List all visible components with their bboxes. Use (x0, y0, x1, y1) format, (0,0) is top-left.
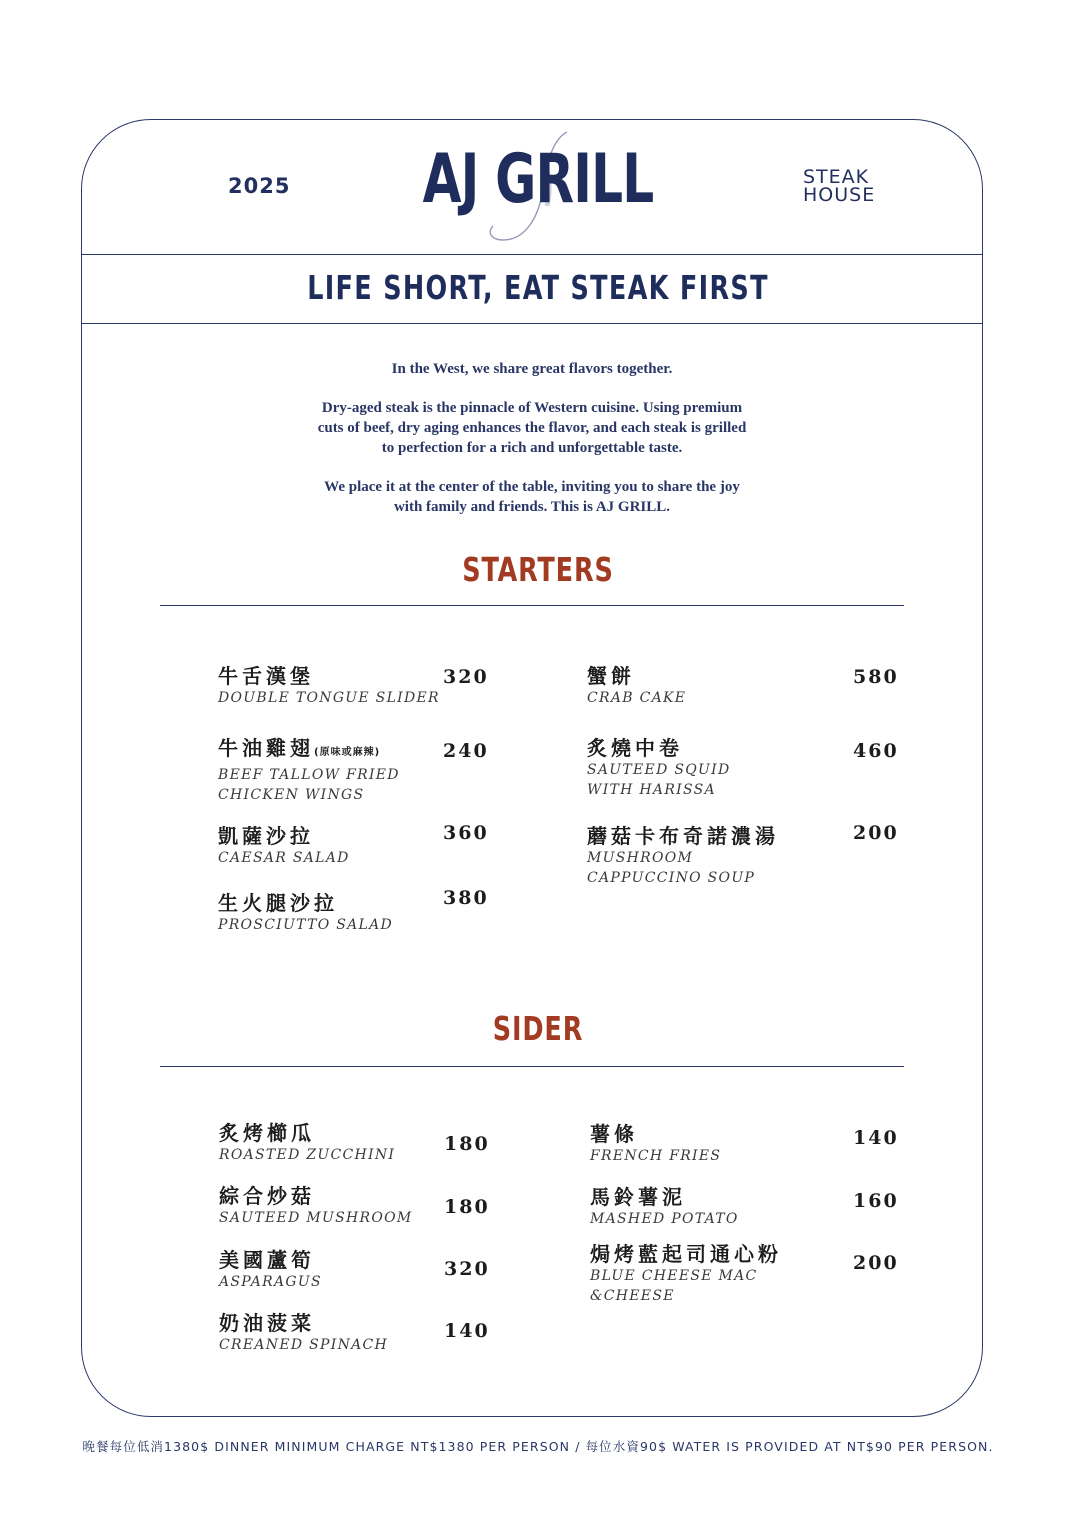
sider-title: SIDER (492, 1009, 584, 1048)
item-name-en: BLUE CHEESE MAC (590, 1268, 758, 1284)
steakhouse-logo (803, 166, 876, 206)
intro-paragraph-3 (300, 477, 764, 517)
item-name-en: ROASTED ZUCCHINI (219, 1147, 396, 1163)
item-name-en: WITH HARISSA (587, 782, 716, 798)
intro-paragraph-2 (300, 398, 764, 458)
item-name-zh: 薯條 (590, 1122, 638, 1146)
item-price: 320 (443, 666, 489, 688)
item-price: 460 (853, 740, 899, 762)
menu-item (590, 1185, 890, 1229)
item-name-en: &CHEESE (590, 1288, 675, 1304)
intro-line: Dry-aged steak is the pinnacle of Western cuisine. Using premium (321, 400, 743, 416)
intro-paragraph-1 (300, 359, 764, 379)
item-price: 180 (444, 1133, 490, 1155)
intro-line: with family and friends. This is AJ GRILL. (393, 499, 671, 515)
item-name-zh: 蟹餅 (587, 664, 635, 688)
item-price: 580 (853, 666, 899, 688)
footer-note: 晚餐每位低消1380$ DINNER MINIMUM CHARGE NT$1380 PER PERSON / 每位水資90$ WATER IS PROVIDED AT NT$90 PER PERSON. (82, 1439, 994, 1454)
menu-item (587, 736, 887, 800)
item-name-en: CAESAR SALAD (218, 850, 350, 866)
tagline-divider (81, 323, 983, 324)
item-name-en: FRENCH FRIES (590, 1148, 722, 1164)
item-price: 240 (443, 740, 489, 762)
intro-line: to perfection for a rich and unforgettable taste. (381, 440, 683, 456)
menu-year: 2025 (228, 174, 291, 198)
header-divider (81, 254, 983, 255)
item-name-en: DOUBLE TONGUE SLIDER (218, 690, 440, 706)
item-price: 140 (444, 1320, 490, 1342)
item-name-en: PROSCIUTTO SALAD (218, 917, 394, 933)
item-name-zh: 焗烤藍起司通心粉 (590, 1242, 782, 1266)
item-price: 200 (853, 1252, 899, 1274)
brand-title: AJ GRILL (422, 140, 654, 219)
menu-item (587, 664, 887, 708)
item-name-en: CAPPUCCINO SOUP (587, 870, 756, 886)
item-name-zh: 牛舌漢堡 (218, 664, 314, 688)
menu-item (590, 1242, 890, 1306)
sider-rule (160, 1066, 904, 1067)
item-note: (原味或麻辣) (314, 747, 381, 758)
intro-line: cuts of beef, dry aging enhances the flavor, and each steak is grilled (317, 420, 747, 436)
item-name-en: MASHED POTATO (590, 1211, 739, 1227)
item-price: 140 (853, 1127, 899, 1149)
item-price: 200 (853, 822, 899, 844)
steakhouse-line2: HOUSE (803, 184, 876, 206)
starters-title: STARTERS (462, 550, 614, 589)
item-name-zh-text: 牛油雞翅 (218, 736, 314, 760)
item-name-en: CRAB CAKE (587, 690, 687, 706)
item-name-zh: 馬鈴薯泥 (590, 1185, 686, 1209)
intro-line: We place it at the center of the table, inviting you to share the joy (324, 479, 740, 495)
menu-item (590, 1122, 890, 1166)
item-price: 160 (853, 1190, 899, 1212)
item-name-en: SAUTEED SQUID (587, 762, 731, 778)
item-name-zh: 蘑菇卡布奇諾濃湯 (587, 824, 779, 848)
item-name-en: SAUTEED MUSHROOM (219, 1210, 413, 1226)
item-price: 320 (444, 1258, 490, 1280)
item-price: 360 (443, 822, 489, 844)
item-name-en: ASPARAGUS (219, 1274, 322, 1290)
item-name-zh: 生火腿沙拉 (218, 891, 338, 915)
steakhouse-line1: STEAK (803, 166, 870, 188)
starters-rule (160, 605, 904, 606)
item-name-zh: 綜合炒菇 (219, 1184, 315, 1208)
item-name-en: BEEF TALLOW FRIED (218, 767, 400, 783)
item-name-en: CHICKEN WINGS (218, 787, 365, 803)
item-name-zh: 凱薩沙拉 (218, 824, 314, 848)
item-name-zh: 炙燒中卷 (587, 736, 683, 760)
item-name-zh: 奶油菠菜 (219, 1311, 315, 1335)
item-name-zh: 炙烤櫛瓜 (219, 1121, 315, 1145)
tagline: LIFE SHORT, EAT STEAK FIRST (307, 268, 769, 307)
item-name-en: MUSHROOM (587, 850, 694, 866)
item-name-zh: 美國蘆筍 (219, 1248, 315, 1272)
item-price: 180 (444, 1196, 490, 1218)
item-price: 380 (443, 887, 489, 909)
intro-line: In the West, we share great flavors together. (391, 361, 673, 377)
item-name-en: CREANED SPINACH (219, 1337, 389, 1353)
menu-item (587, 824, 887, 888)
